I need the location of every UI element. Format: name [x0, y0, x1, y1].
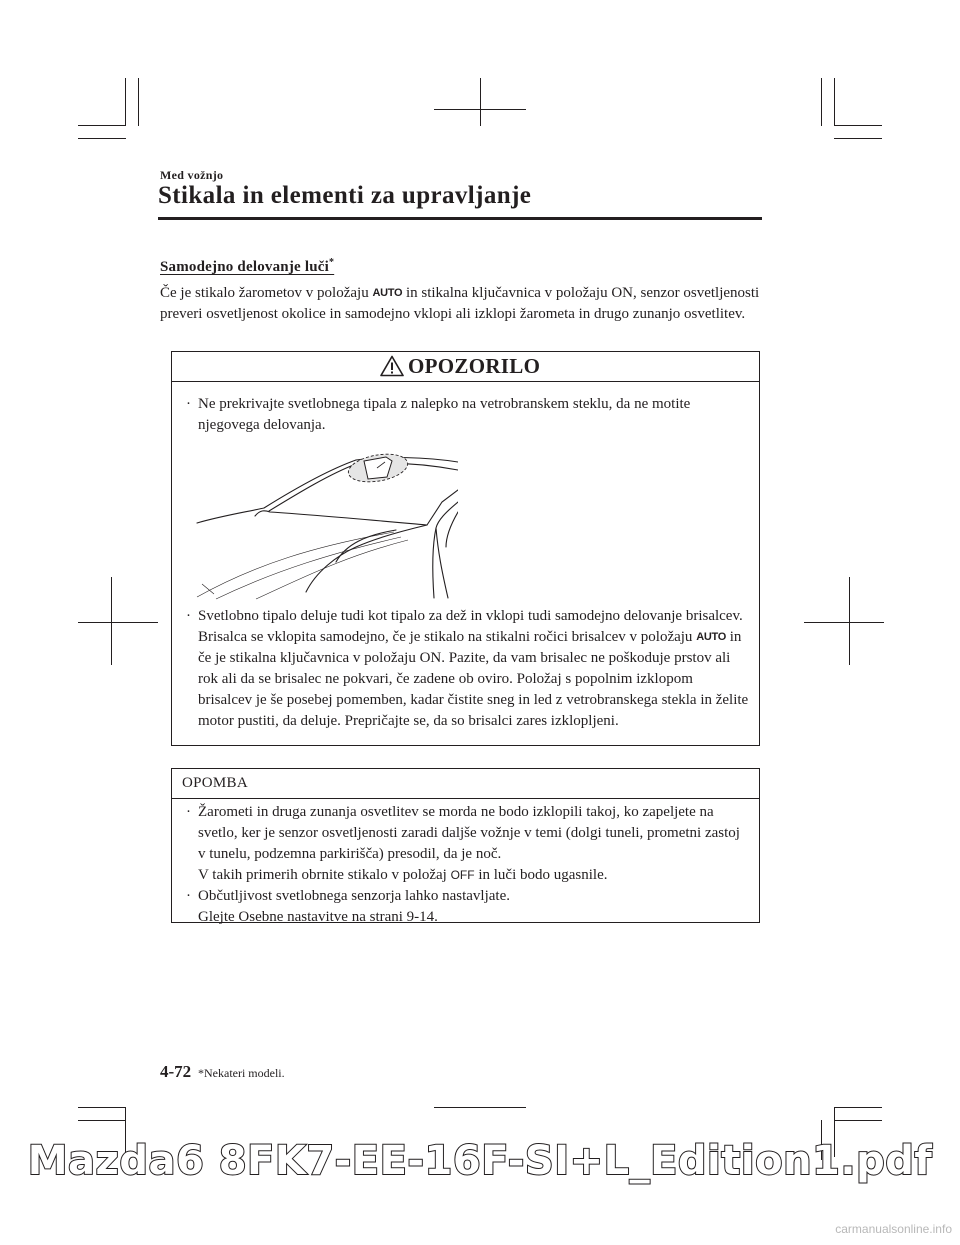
crop-mark — [480, 78, 481, 126]
crop-mark — [834, 1107, 882, 1108]
crop-mark — [78, 138, 126, 139]
feature-heading — [160, 257, 334, 276]
feature-heading-text: Samodejno delovanje luči — [160, 259, 329, 275]
note-item-1-text: Žarometi in druga zunanja osvetlitev se morda ne bodo izklopili takoj, ko zapeljete na svetlo, ker je senzor osvetljenosti zaradi daljše vožnje v temi (dolgi tuneli, prometni zastoj v tunelu, podzemna parkirišča) presodil, da je noč. — [198, 804, 740, 862]
intro-paragraph — [160, 283, 760, 325]
section-label: Med vožnjo — [160, 168, 224, 182]
crop-mark — [125, 78, 126, 126]
crop-mark — [804, 622, 884, 623]
bullet: · — [186, 804, 191, 820]
intro-text-before: Če je stikalo žarometov v položaju — [160, 285, 373, 301]
note-title: OPOMBA — [182, 775, 248, 791]
note-item-1-line2-after: in luči bodo ugasnile. — [474, 867, 608, 883]
warning-item-2-text-before: Svetlobno tipalo deluje tudi kot tipalo za dež in vklopi tudi samodejno delovanje brisalcev. Brisalca se vklopita samodejno, če je stikalo na stikalni ročici brisalcev v položaju — [198, 608, 743, 645]
crop-mark — [78, 125, 126, 126]
site-credit: carmanualsonline.info — [835, 1222, 952, 1236]
bullet: · — [186, 608, 191, 624]
document-watermark: Mazda6 8FK7-EE-16F-SI+L_Edition1.pdf — [27, 1138, 933, 1184]
note-item-2-reference: Glejte Osebne nastavitve na strani 9-14. — [198, 909, 438, 925]
note-item-1 — [184, 802, 749, 886]
bullet: · — [186, 396, 191, 412]
crop-mark — [111, 577, 112, 665]
crop-mark — [834, 78, 835, 126]
note-item-2 — [184, 886, 749, 928]
crop-mark — [434, 1107, 526, 1108]
crop-mark — [78, 622, 158, 623]
crop-mark — [834, 1120, 882, 1121]
warning-item-2 — [184, 606, 749, 732]
crop-mark — [834, 125, 882, 126]
warning-item-1 — [184, 394, 749, 436]
crop-mark — [78, 1120, 126, 1121]
crop-mark — [138, 78, 139, 126]
warning-box — [171, 351, 760, 746]
crop-mark — [78, 1107, 126, 1108]
off-position-label: OFF — [450, 868, 475, 882]
crop-mark — [834, 138, 882, 139]
note-header — [172, 769, 759, 799]
footnote: *Nekateri modeli. — [198, 1066, 285, 1080]
auto-position-label: AUTO — [696, 631, 726, 643]
intro-text-after: in stikalna ključavnica v položaju ON, senzor osvetljenosti preveri osvetljenost okolice in samodejno vklopi ali izklopi žarometa in drugo zunanjo osvetlitev. — [160, 285, 760, 322]
page-number: 4-72 — [160, 1062, 192, 1081]
warning-triangle-icon — [380, 355, 404, 377]
auto-position-label: AUTO — [372, 287, 403, 299]
note-box — [171, 768, 760, 923]
warning-item-1-text: Ne prekrivajte svetlobnega tipala z nalepko na vetrobranskem steklu, da ne motite njegovega delovanja. — [198, 396, 691, 433]
bullet: · — [186, 888, 191, 904]
warning-item-2-text-after: in če je stikalna ključavnica v položaju ON. Pazite, da vam brisalec ne poškoduje prstov ali rok ali da se brisalec ne pokvari, če zadene ob oviro. Položaj s popolnim izklopom brisalcev je še posebej pomemben, kadar čistite sneg in led z vetrobranskega stekla in želite motor pustiti, da deluje. Prepričajte se, da so brisalci zares izklopljeni. — [198, 629, 749, 729]
crop-mark — [849, 577, 850, 665]
note-item-2-text: Občutljivost svetlobnega senzorja lahko nastavljate. — [198, 888, 510, 904]
warning-title: OPOZORILO — [408, 354, 541, 378]
note-item-1-line2-before: V takih primerih obrnite stikalo v položaj — [198, 867, 451, 883]
warning-header — [172, 352, 759, 382]
chapter-title: Stikala in elementi za upravljanje — [158, 182, 532, 209]
crop-mark — [821, 78, 822, 126]
windshield-sensor-illustration — [196, 452, 458, 600]
footnote-marker: * — [328, 257, 335, 268]
title-rule — [158, 217, 762, 220]
